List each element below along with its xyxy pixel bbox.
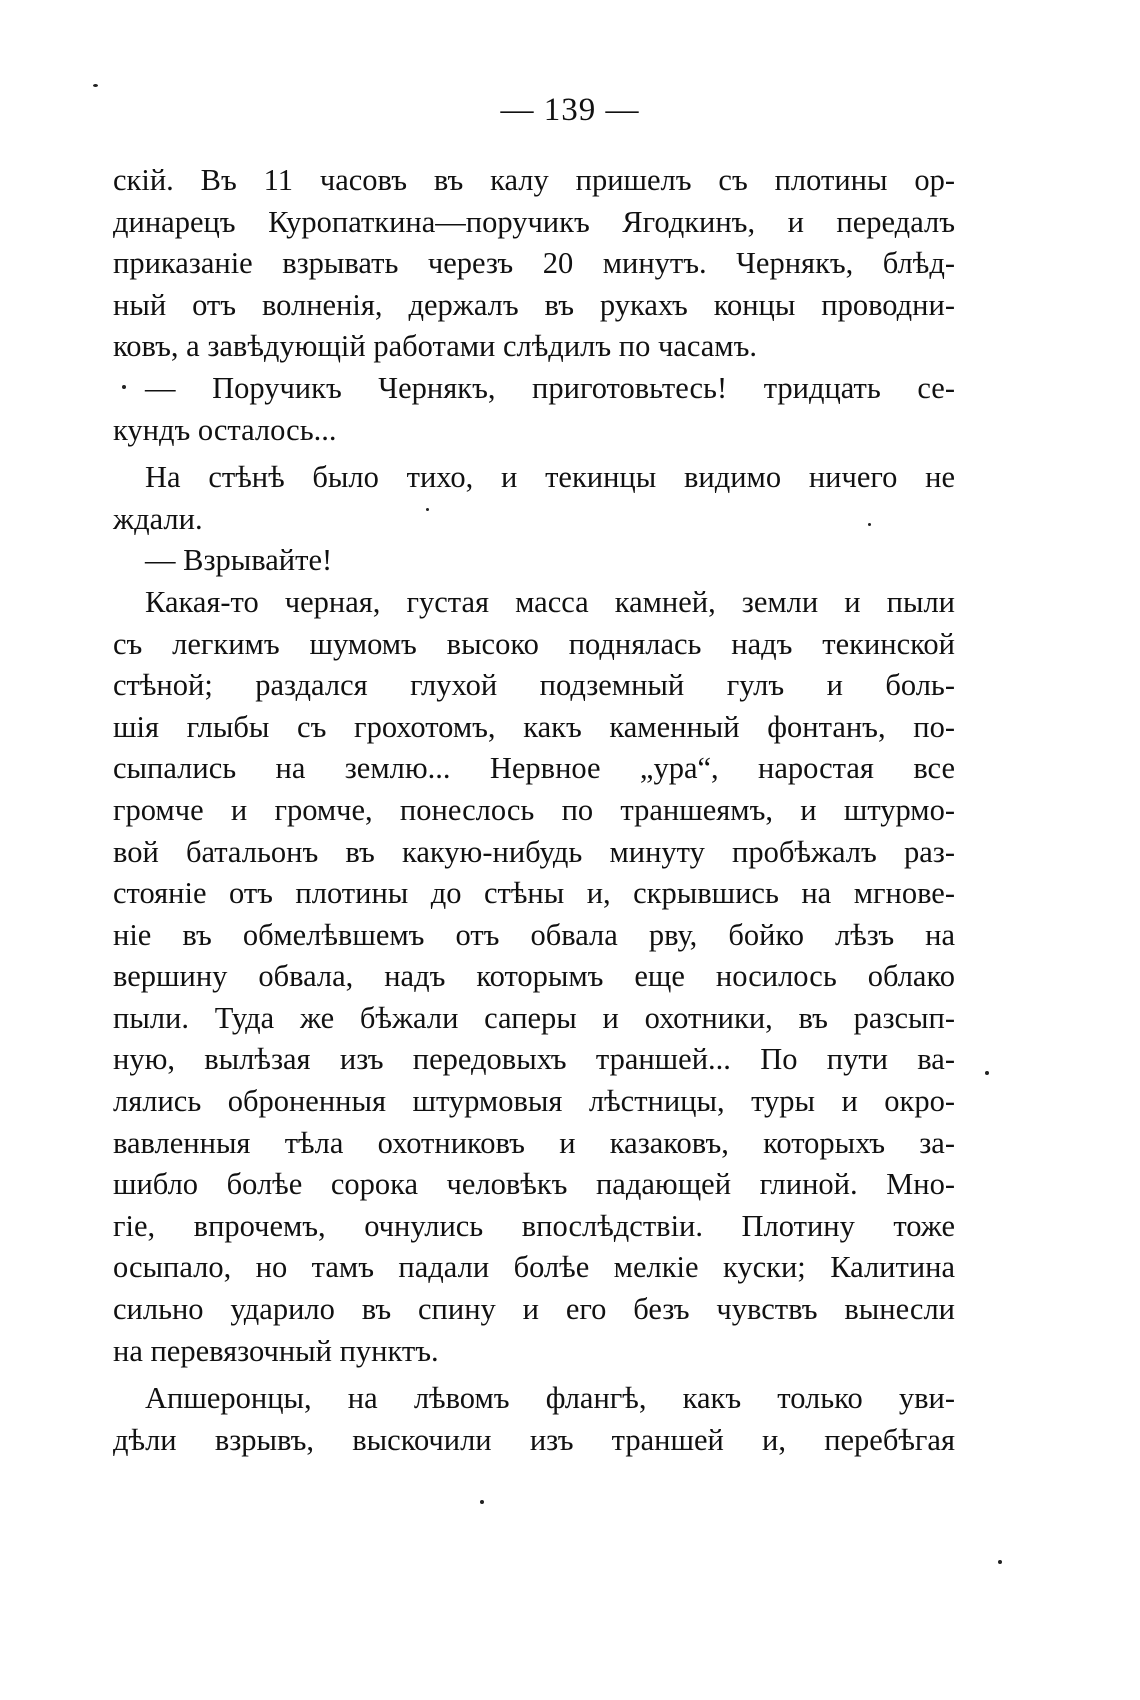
text-line: вершину обвала, надъ которымъ еще носилось облако <box>113 959 955 994</box>
scan-speck <box>868 523 871 526</box>
text-line: вой батальонъ въ какую-нибудь минуту пробѣжалъ раз- <box>113 834 955 869</box>
text-line: ковъ, а завѣдующій работами слѣдилъ по часамъ. <box>113 329 757 364</box>
page-number: — 139 — <box>500 92 640 128</box>
text-line: стѣной; раздался глухой подземный гулъ и боль- <box>113 668 955 703</box>
text-line: дѣли взрывъ, выскочили изъ траншей и, перебѣгая <box>113 1422 955 1457</box>
text-line: громче и громче, понеслось по траншеямъ, и штурмо- <box>113 792 955 827</box>
scan-speck <box>480 1500 484 1504</box>
text-line: на перевязочный пунктъ. <box>113 1333 439 1368</box>
text-line: пыли. Туда же бѣжали саперы и охотники, въ разсып- <box>113 1000 955 1035</box>
text-line: приказаніе взрывать черезъ 20 минутъ. Чернякъ, блѣд- <box>113 246 955 281</box>
text-line: динарецъ Куропаткина—поручикъ Ягодкинъ, и передалъ <box>113 204 955 239</box>
text-line: — Поручикъ Чернякъ, приготовьтесь! тридцать се- <box>145 370 955 405</box>
text-line: стояніе отъ плотины до стѣны и, скрывшись на мгнове- <box>113 876 955 911</box>
text-line: Какая-то черная, густая масса камней, земли и пыли <box>145 584 955 619</box>
text-line: осыпало, но тамъ падали болѣе мелкіе куски; Калитина <box>113 1250 955 1285</box>
text-line: кундъ осталось... <box>113 412 337 447</box>
scan-speck <box>122 385 126 389</box>
text-line: скій. Въ 11 часовъ въ калу пришелъ съ плотины ор- <box>113 163 955 197</box>
text-line: сыпались на землю... Нервное „ура“, наростая все <box>113 751 955 786</box>
scan-speck <box>998 1560 1002 1564</box>
text-line: ждали. <box>113 501 203 536</box>
scan-speck <box>426 508 429 511</box>
text-line: ніе въ обмелѣвшемъ отъ обвала рву, бойко лѣзъ на <box>113 917 955 952</box>
text-line: вавленныя тѣла охотниковъ и казаковъ, которыхъ за- <box>113 1125 955 1160</box>
text-line: съ легкимъ шумомъ высоко поднялась надъ текинской <box>113 626 955 661</box>
scan-speck <box>93 84 98 87</box>
text-line: шія глыбы съ грохотомъ, какъ каменный фонтанъ, по- <box>113 709 955 744</box>
text-line: ную, вылѣзая изъ передовыхъ траншей... По пути ва- <box>113 1042 955 1077</box>
text-line: сильно ударило въ спину и его безъ чувствъ вынесли <box>113 1292 955 1327</box>
text-line: На стѣнѣ было тихо, и текинцы видимо ничего не <box>145 460 955 495</box>
text-line: Апшеронцы, на лѣвомъ флангѣ, какъ только уви- <box>145 1381 955 1416</box>
text-line: — Взрывайте! <box>145 543 333 578</box>
text-line: гіе, впрочемъ, очнулись впослѣдствіи. Плотину тоже <box>113 1208 955 1243</box>
body-text <box>113 160 955 1461</box>
text-line: ный отъ волненія, держалъ въ рукахъ концы проводни- <box>113 287 955 322</box>
text-line: лялись оброненныя штурмовыя лѣстницы, туры и окро- <box>113 1084 955 1119</box>
text-line: шибло болѣе сорока человѣкъ падающей глиной. Мно- <box>113 1167 955 1202</box>
scan-speck <box>985 1071 989 1075</box>
